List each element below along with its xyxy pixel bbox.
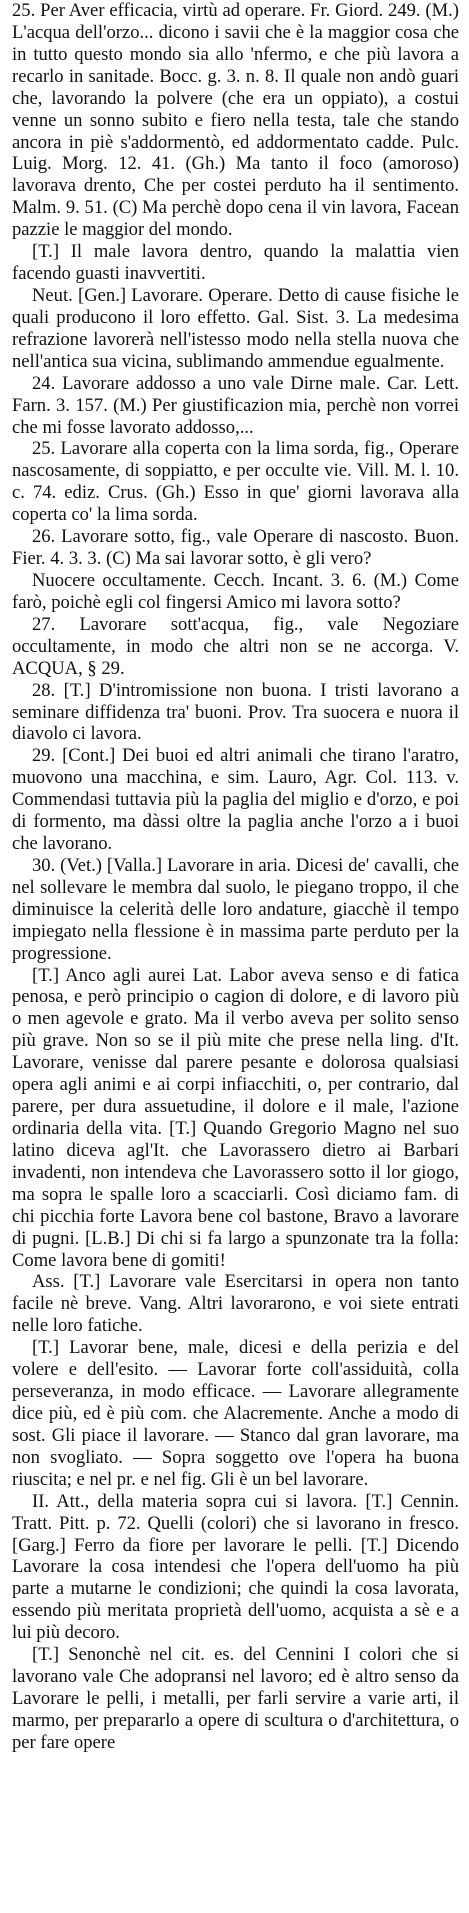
sense-27-under-water: 27. Lavorare sott'acqua, fig., vale Negoziare occultamente, in modo che altri non se ne accorga. V. ACQUA, § 29.	[12, 613, 459, 679]
note-cennini: [T.] Senonchè nel cit. es. del Cennini I colori che si lavorano vale Che adopransi nel lavoro; ed è altro senso da Lavorare le pelli, i metalli, per farli servire a varie arti, il marmo, per prepararlo a opere di scultura o d'architettura, o per fare opere	[12, 1644, 459, 1753]
sense-28-intrusion: 28. [T.] D'intromissione non buona. I tristi lavorano a seminare diffidenza tra' buoni. Prov. Tra suocera e nuora il diavolo ci lavora.	[12, 679, 459, 745]
work-well-badly: [T.] Lavorar bene, male, dicesi e della perizia e del volere e dell'esito. — Lavorar forte coll'assiduità, colla perseveranza, in modo efficace. — Lavorare allegramente dice più, ed è più com. che Alacremente. Anche a modo di sost. Gli piace il lavorare. — Stanco dal gran lavorare, ma non svogliato. — Sopra soggetto ove l'opera ha buona riuscita; e nel pr. e nel fig. Gli è un bel lavorare.	[12, 1337, 459, 1490]
section-ii-active: II. Att., della materia sopra cui si lavora. [T.] Cennin. Tratt. Pitt. p. 72. Quelli (colori) che si lavorano in fresco. [Garg.] Ferro da fiore per lavorare le pelli. [T.] Dicendo Lavorare la cosa intendesi che l'opera dell'uomo ha più parte a mutarne le condizioni; che quindi la cosa lavorata, essendo più meritata proprietà dell'uomo, acquista a sè e a lui più decoro.	[12, 1490, 459, 1644]
sense-25-efficacy: 25. Per Aver efficacia, virtù ad operare. Fr. Giord. 249. (M.) L'acqua dell'orzo... dicono i savii che è la maggior cosa che in tutto questo mondo sia allo 'nfermo, e che più lavora a recarlo in sanitade. Bocc. g. 3. n. 8. Il quale non andò guari che, lavorando la polvere (che era un oppiato), a costui venne un sonno subito e fiero nella testa, tale che stando ancora in piè s'addormentò, ed addormentato cadde. Pulc. Luig. Morg. 12. 41. (Gh.) Ma tanto il foco (amoroso) lavorava drento, Che per costei perduto ha il sentimento. Malm. 9. 51. (C) Ma perchè dopo cena il vin lavora, Facean pazzie le maggior del mondo.	[12, 0, 459, 241]
sense-25-secret-file: 25. Lavorare alla coperta con la lima sorda, fig., Operare nascosamente, di soppiatto, e per occulte vie. Vill. M. l. 10. c. 74. ediz. Crus. (Gh.) Esso in que' giorni lavorava alla coperta co' la lima sorda.	[12, 438, 459, 526]
sense-29-draft-animals: 29. [Cont.] Dei buoi ed altri animali che tirano l'aratro, muovono una macchina, e sim. Lauro, Agr. Col. 113. v. Commendasi tuttavia più la paglia del miglio e d'orzo, e poi di formento, ma dàssi oltre la paglia anche l'orzo a i buoi che lavorano.	[12, 745, 459, 855]
sense-26-work-under: 26. Lavorare sotto, fig., vale Operare di nascosto. Buon. Fier. 4. 3. 3. (C) Ma sai lavorar sotto, è gli vero?	[12, 526, 459, 570]
sense-30-horses: 30. (Vet.) [Valla.] Lavorare in aria. Dicesi de' cavalli, che nel sollevare le membra dal suolo, le piegano troppo, il che diminuisce la celerità delle loro andature, giacchè il tempo impiegato nella flessione è in massima parte perduto per la progressione.	[12, 854, 459, 964]
note-latin-labor: [T.] Anco agli aurei Lat. Labor aveva senso e di fatica penosa, e però principio o cagion di dolore, e di lavoro più o men agevole e grato. Ma il verbo aveva per solito senso più grave. Non so se il più mite che prese nella ling. d'It. Lavorare, venisse dal parere pesante e dolorosa qualsiasi opera agli animi e ai corpi infiacchiti, o, per contrario, dal parere, per dura assuetudine, il dolore e il male, l'azione ordinaria della vita. [T.] Quando Gregorio Magno nel suo latino diceva agl'It. che Lavorassero dietro ai Barbari invadenti, non intendeva che Lavorassero sotto il lor giogo, ma sopra le spalle loro a scacciarli. Così diciamo fam. di chi picchia forte Lavora bene col bastone, Bravo a lavorare di pugni. [L.B.] Di chi si fa largo a spunzonate tra la folla: Come lavora bene di gomiti!	[12, 964, 459, 1271]
note-internal-illness: [T.] Il male lavora dentro, quando la malattia vien facendo guasti inavvertiti.	[12, 241, 459, 285]
sense-24-speak-ill: 24. Lavorare addosso a uno vale Dirne male. Car. Lett. Farn. 3. 157. (M.) Per giustificazion mia, perchè non vorrei che mi fosse lavorato addosso,...	[12, 372, 459, 438]
absolute-use: Ass. [T.] Lavorare vale Esercitarsi in opera non tanto facile nè breve. Vang. Altri lavorarono, e voi siete entrati nelle loro fatiche.	[12, 1271, 459, 1337]
harm-secretly: Nuocere occultamente. Cecch. Incant. 3. 6. (M.) Come farò, poichè egli col fingersi Amico mi lavora sotto?	[12, 569, 459, 613]
neuter-physical-causes: Neut. [Gen.] Lavorare. Operare. Detto di cause fisiche le quali producono il loro effetto. Gal. Sist. 3. La medesima refrazione lavorerà nell'istesso modo nella stella nuova che nell'antica sua vicina, sublimando ammendue egualmente.	[12, 284, 459, 372]
